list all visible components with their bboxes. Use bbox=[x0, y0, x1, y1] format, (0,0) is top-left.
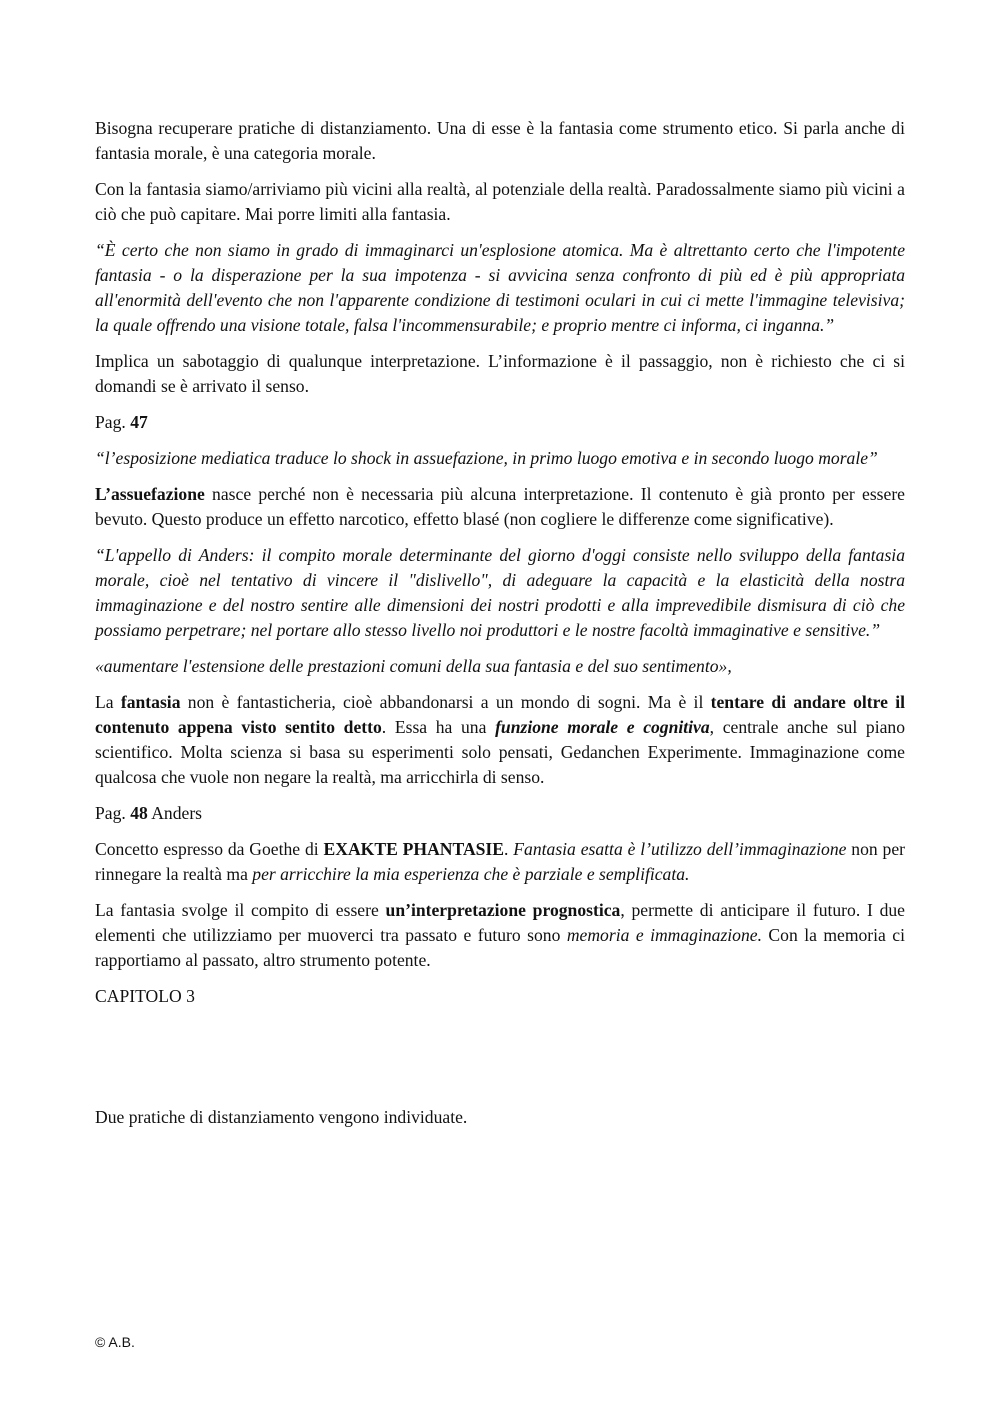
text-run: nasce perché non è necessaria più alcuna interpretazione. Il contenuto è già pronto per essere bevuto. Questo produce un effetto narcotico, effetto blasé (non cogliere le differenze come significative). bbox=[95, 484, 905, 529]
paragraph: Con la fantasia siamo/arriviamo più vicini alla realtà, al potenziale della realtà. Paradossalmente siamo più vicini a ciò che può capitare. Mai porre limiti alla fantasia. bbox=[95, 179, 905, 224]
paragraph bbox=[95, 690, 905, 790]
bold-term: un’interpretazione prognostica bbox=[385, 900, 621, 920]
text-run: Concetto espresso da Goethe di bbox=[95, 839, 324, 859]
italic-text: per arricchire la mia esperienza che è parziale e semplificata. bbox=[252, 864, 690, 884]
page-reference-number: 48 bbox=[130, 803, 148, 823]
copyright-footer: © A.B. bbox=[95, 1334, 135, 1350]
paragraph: Due pratiche di distanziamento vengono individuate. bbox=[95, 1107, 468, 1127]
text-run: , centrale anche sul piano scientifico. Molta scienza si basa su esperimenti solo pensati, Gedanchen Experimente. Immaginazione come qualcosa che vuole non negare la realtà, ma arricchirla di senso. bbox=[95, 717, 905, 787]
italic-text: Fantasia esatta è l’utilizzo dell’immaginazione bbox=[513, 839, 847, 859]
bold-term: L’assuefazione bbox=[95, 484, 205, 504]
chapter-heading: CAPITOLO 3 bbox=[95, 986, 195, 1006]
quote: “l’esposizione mediatica traduce lo shock in assuefazione, in primo luogo emotiva e in secondo luogo morale” bbox=[95, 448, 878, 468]
bold-term: tentare di andare oltre il contenuto appena visto sentito detto bbox=[95, 692, 905, 737]
bold-italic-text: funzione morale e cognitiva bbox=[495, 717, 710, 737]
quote: “L'appello di Anders: il compito morale determinante del giorno d'oggi consiste nello sviluppo della fantasia morale, cioè nel tentativo di vincere il "dislivello", di adeguare la capacità e la elasticità della nostra immaginazione e del nostro sentire alle dimensioni dei nostri prodotti e alla imprevedibile dismisura di ciò che possiamo perpetrare; nel portare allo stesso livello noi produttori e le nostre facoltà immaginative e sensitive.” bbox=[95, 545, 905, 640]
page-reference-prefix: Pag. bbox=[95, 412, 131, 432]
paragraph: Implica un sabotaggio di qualunque interpretazione. L’informazione è il passaggio, non è richiesto che ci si domandi se è arrivato il senso. bbox=[95, 351, 905, 396]
page-reference bbox=[95, 410, 905, 435]
page-reference bbox=[95, 801, 905, 826]
paragraph: Bisogna recuperare pratiche di distanziamento. Una di esse è la fantasia come strumento etico. Si parla anche di fantasia morale, è una categoria morale. bbox=[95, 118, 905, 163]
text-run: Con la memoria ci rapportiamo al passato, altro strumento potente. bbox=[95, 925, 905, 970]
text-run: , permette di anticipare il futuro. I due elementi che utilizziamo per muoverci tra passato e futuro sono bbox=[95, 900, 905, 945]
quote: «aumentare l'estensione delle prestazioni comuni della sua fantasia e del suo sentimento», bbox=[95, 656, 732, 676]
text-run: La bbox=[95, 692, 121, 712]
text-run: non è fantasticheria, cioè abbandonarsi a un mondo di sogni. Ma è il bbox=[180, 692, 711, 712]
page-reference-prefix: Pag. bbox=[95, 803, 131, 823]
bold-italic-term bbox=[495, 717, 710, 737]
text-run: . bbox=[504, 839, 514, 859]
italic-text: memoria e immaginazione. bbox=[566, 925, 762, 945]
paragraph bbox=[95, 898, 905, 973]
quote: “È certo che non siamo in grado di immaginarci un'esplosione atomica. Ma è altrettanto certo che l'impotente fantasia - o la disperazione per la sua impotenza - si avvicina senza confronto di più ed è più appropriata all'enormità dell'evento che non l'apparente condizione di testimoni oculari in cui ci mette l'immagine televisiva; la quale offrendo una visione totale, falsa l'incommensurabile; e proprio mentre ci informa, ci inganna.” bbox=[95, 240, 905, 335]
bold-term: EXAKTE PHANTASIE bbox=[323, 839, 505, 859]
text-run: non per rinnegare la realtà ma bbox=[95, 839, 906, 884]
page-reference-suffix: Anders bbox=[147, 803, 203, 823]
paragraph bbox=[95, 482, 905, 532]
spacer bbox=[95, 1020, 905, 1105]
document-body bbox=[95, 116, 905, 1141]
page-reference-number: 47 bbox=[130, 412, 148, 432]
paragraph bbox=[95, 837, 905, 887]
text-run: . Essa ha una bbox=[381, 717, 496, 737]
text-run: La fantasia svolge il compito di essere bbox=[95, 900, 386, 920]
bold-term: fantasia bbox=[120, 692, 181, 712]
